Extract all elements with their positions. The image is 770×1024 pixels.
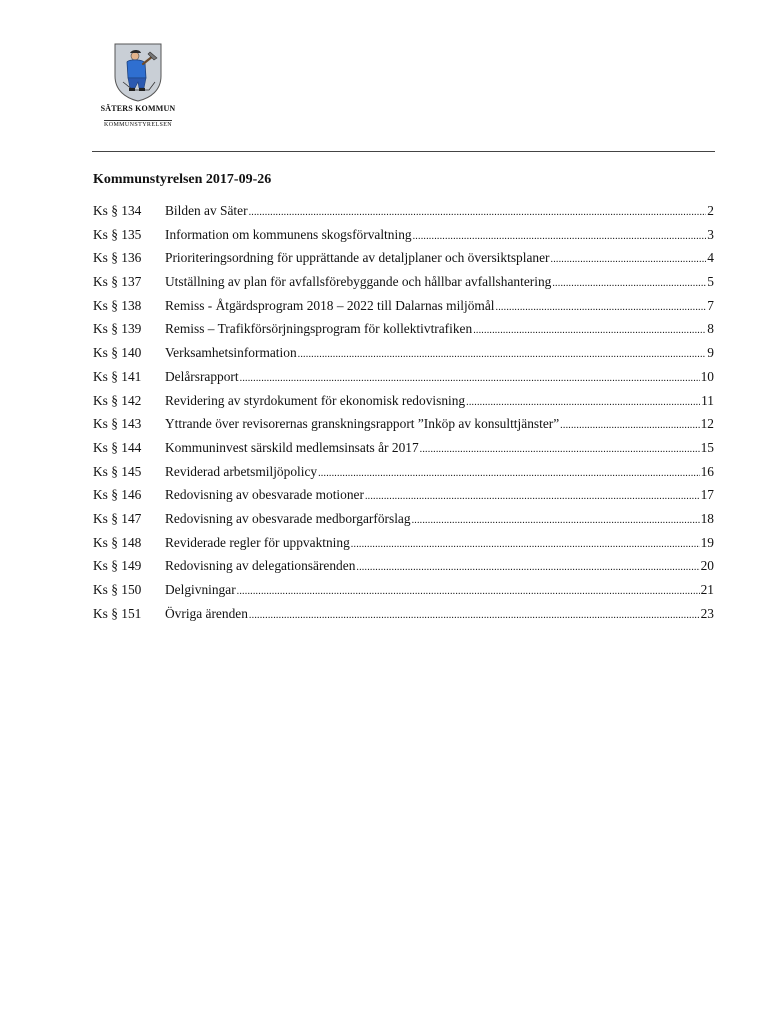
- toc-row[interactable]: [93, 227, 714, 251]
- dot-leader: [473, 321, 706, 337]
- toc-row[interactable]: [93, 274, 714, 298]
- dot-leader: [249, 606, 700, 622]
- org-name: SÄTERS KOMMUN: [100, 104, 176, 113]
- item-title: Övriga ärenden: [165, 605, 248, 621]
- page-number: 10: [700, 368, 714, 384]
- toc-row[interactable]: [93, 535, 714, 559]
- toc-row[interactable]: [93, 298, 714, 322]
- dot-leader: [298, 345, 707, 361]
- dot-leader: [356, 558, 699, 574]
- paragraph-number: Ks § 136: [93, 250, 142, 266]
- toc-row[interactable]: [93, 345, 714, 369]
- dot-leader: [413, 227, 707, 243]
- paragraph-number: Ks § 143: [93, 416, 142, 432]
- paragraph-number: Ks § 140: [93, 345, 142, 361]
- page-number: 2: [707, 203, 714, 218]
- toc-row[interactable]: [93, 416, 714, 440]
- page-number: 7: [707, 297, 714, 313]
- dot-leader: [240, 369, 700, 385]
- item-title: Redovisning av obesvarade motioner: [165, 487, 364, 503]
- paragraph-number: Ks § 135: [93, 226, 142, 242]
- dot-leader: [237, 582, 700, 598]
- paragraph-number: Ks § 149: [93, 558, 142, 574]
- item-title: Information om kommunens skogsförvaltning: [165, 226, 412, 242]
- item-title: Bilden av Säter: [165, 203, 248, 218]
- toc-row[interactable]: [93, 369, 714, 393]
- paragraph-number: Ks § 148: [93, 534, 142, 550]
- toc-row[interactable]: [93, 440, 714, 464]
- dot-leader: [318, 464, 700, 480]
- page-number: 23: [700, 605, 714, 621]
- toc-row[interactable]: [93, 393, 714, 417]
- item-title: Redovisning av obesvarade medborgarförslag: [165, 510, 411, 526]
- org-subtitle: KOMMUNSTYRELSEN: [103, 122, 172, 128]
- page-number: 19: [700, 534, 714, 550]
- paragraph-number: Ks § 147: [93, 510, 142, 526]
- paragraph-number: Ks § 151: [93, 605, 142, 621]
- municipality-logo: [96, 42, 180, 131]
- dot-leader: [552, 274, 706, 290]
- page-number: 21: [700, 582, 714, 597]
- page-number: 4: [707, 250, 714, 266]
- page-number: 12: [700, 416, 714, 432]
- toc-row[interactable]: [93, 464, 714, 488]
- page-number: 20: [700, 558, 714, 574]
- dot-leader: [496, 298, 707, 314]
- toc-row[interactable]: [93, 511, 714, 535]
- paragraph-number: Ks § 144: [93, 439, 142, 455]
- dot-leader: [466, 393, 700, 409]
- paragraph-number: Ks § 141: [93, 368, 142, 384]
- page-number: 11: [701, 392, 714, 408]
- paragraph-number: Ks § 150: [93, 582, 142, 597]
- dot-leader: [249, 203, 707, 219]
- page-number: 17: [700, 487, 714, 503]
- paragraph-number: Ks § 134: [93, 203, 142, 218]
- page-number: 18: [700, 510, 714, 526]
- toc-row[interactable]: [93, 606, 714, 630]
- dot-leader: [351, 535, 700, 551]
- item-title: Verksamhetsinformation: [165, 345, 297, 361]
- paragraph-number: Ks § 139: [93, 321, 142, 337]
- item-title: Reviderad arbetsmiljöpolicy: [165, 463, 318, 479]
- toc-row[interactable]: [93, 487, 714, 511]
- dot-leader: [412, 511, 700, 527]
- toc-row[interactable]: [93, 321, 714, 345]
- dot-leader: [560, 416, 699, 432]
- page-number: 9: [707, 345, 714, 361]
- paragraph-number: Ks § 142: [93, 392, 142, 408]
- item-title: Remiss – Trafikförsörjningsprogram för kollektivtrafiken: [165, 321, 473, 337]
- coat-of-arms-icon: [113, 42, 163, 102]
- item-title: Delårsrapport: [165, 368, 239, 384]
- page-number: 16: [700, 463, 714, 479]
- table-of-contents: [93, 203, 714, 629]
- page-number: 15: [700, 439, 714, 455]
- dot-leader: [365, 487, 700, 503]
- header-divider: [92, 151, 715, 152]
- toc-row[interactable]: [93, 558, 714, 582]
- toc-row[interactable]: [93, 582, 714, 606]
- page-number: 5: [707, 274, 714, 290]
- page-number: 3: [707, 226, 714, 242]
- paragraph-number: Ks § 146: [93, 487, 142, 503]
- dot-leader: [420, 440, 700, 456]
- item-title: Delgivningar: [165, 582, 236, 597]
- item-title: Utställning av plan för avfallsförebyggande och hållbar avfallshantering: [165, 274, 552, 290]
- item-title: Remiss - Åtgärdsprogram 2018 – 2022 till Dalarnas miljömål: [165, 297, 495, 313]
- item-title: Revidering av styrdokument för ekonomisk redovisning: [165, 392, 466, 408]
- item-title: Yttrande över revisorernas granskningsrapport ”Inköp av konsulttjänster”: [165, 416, 560, 432]
- toc-row[interactable]: [93, 203, 714, 227]
- page-title: Kommunstyrelsen 2017-09-26: [93, 172, 272, 187]
- dot-leader: [551, 250, 707, 266]
- item-title: Reviderade regler för uppvaktning: [165, 534, 350, 550]
- page-number: 8: [707, 321, 714, 337]
- item-title: Prioriteringsordning för upprättande av detaljplaner och översiktsplaner: [165, 250, 550, 266]
- item-title: Kommuninvest särskild medlemsinsats år 2017: [165, 439, 419, 455]
- paragraph-number: Ks § 138: [93, 297, 142, 313]
- paragraph-number: Ks § 145: [93, 463, 142, 479]
- toc-row[interactable]: [93, 250, 714, 274]
- item-title: Redovisning av delegationsärenden: [165, 558, 356, 574]
- paragraph-number: Ks § 137: [93, 274, 142, 290]
